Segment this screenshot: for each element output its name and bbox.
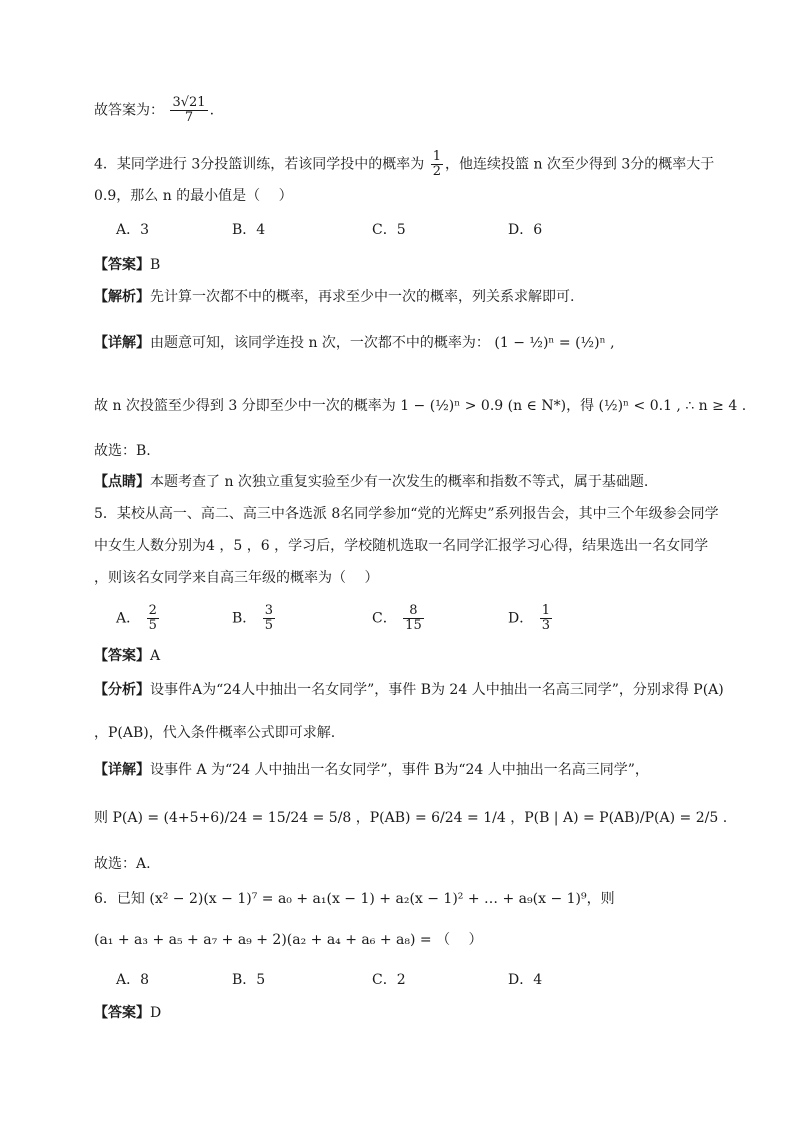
q5-choose-line: 故选：A. (94, 856, 151, 872)
q4-option-c: C．5 (372, 222, 406, 238)
q5-detail-line-1: 【详解】设事件 A 为“24 人中抽出一名女同学”，事件 B为“24 人中抽出一名高三同学”， (94, 762, 649, 778)
q4-detail-formula-1: (1 − ½)ⁿ = (½)ⁿ , (494, 335, 615, 351)
q4-stem-fraction: $\frac{1}{2}$ (432, 149, 441, 179)
q5-stem-line-3: ，则该名女同学来自高三年级的概率为（ ） (94, 570, 379, 586)
q5-stem-line-2: 中女生人数分别为4 ，5 ，6 ，学习后，学校随机选取一名同学汇报学习心得，结果选出一名女同学 (94, 538, 709, 554)
q4-detail-line-2: 故 n 次投篮至少得到 3 分即至少中一次的概率为 1 − (½)ⁿ > 0.9 (n ∈ N*)，得 (½)ⁿ < 0.1 , ∴ n ≥ 4 . (94, 398, 747, 414)
q5-option-b: B． $\frac{3}{5}$ (232, 603, 274, 633)
q4-option-a: A．3 (116, 222, 150, 238)
q6-option-c: C．2 (372, 972, 406, 988)
q5-analysis-line-1: 【分析】设事件A为“24人中抽出一名女同学”，事件 B为 24 人中抽出一名高三同学”，分别求得 P(A) (94, 682, 724, 698)
q5-answer-line: 【答案】A (94, 648, 161, 664)
q6-stem-line-2: (a₁ + a₃ + a₅ + a₇ + a₉ + 2)(a₂ + a₄ + a₆ + a₈) = （ ） (94, 932, 483, 948)
q4-option-d: D．6 (508, 222, 543, 238)
prev-answer-prefix: 故答案为： (94, 102, 164, 119)
q4-analysis-line: 【解析】先计算一次都不中的概率，再求至少中一次的概率，列关系求解即可. (94, 289, 575, 305)
q4-answer-line: 【答案】B (94, 257, 161, 273)
q6-stem-formula-2: (a₁ + a₃ + a₅ + a₇ + a₉ + 2)(a₂ + a₄ + a₆ + a₈) = (94, 932, 432, 948)
q4-detail-formula-3: (½)ⁿ < 0.1 , ∴ n ≥ 4 . (598, 398, 747, 414)
q4-detail-line-1: 【详解】由题意可知，该同学连投 n 次，一次都不中的概率为： (1 − ½)ⁿ = (½)ⁿ , (94, 335, 615, 351)
q5-option-a: A． $\frac{2}{5}$ (116, 603, 157, 633)
q4-stem-line-2: 0.9，那么 n 的最小值是（ ） (94, 188, 293, 204)
q5-option-d: D． $\frac{1}{3}$ (508, 603, 550, 633)
q6-stem-line-1: 6．已知 (x² − 2)(x − 1)⁷ = a₀ + a₁(x − 1) + a₂(x − 1)² + … + a₉(x − 1)⁹，则 (94, 891, 615, 907)
q5-analysis-line-2: ，P(AB)，代入条件概率公式即可求解. (94, 725, 336, 741)
q4-detail-formula-2: 1 − (½)ⁿ > 0.9 (n ∈ N*) (400, 398, 567, 414)
q6-option-b: B．5 (232, 972, 266, 988)
prev-answer-fraction: $\frac{3√21}{7}$ (172, 95, 206, 125)
q5-stem-line-1: 5．某校从高一、高二、高三中各选派 8名同学参加“党的光辉史”系列报告会，其中三个年级参会同学 (94, 506, 719, 522)
q6-answer-line: 【答案】D (94, 1005, 162, 1021)
prev-answer-line: 故答案为： $\frac{3√21}{7}$ . (94, 95, 215, 125)
q5-detail-formula: P(A) = (4+5+6)/24 = 15/24 = 5/8 ，P(AB) = 6/24 = 1/4 ，P(B | A) = P(AB)/P(A) = 2/5 . (112, 810, 728, 826)
q6-stem-formula: (x² − 2)(x − 1)⁷ = a₀ + a₁(x − 1) + a₂(x − 1)² + … + a₉(x − 1)⁹ (149, 891, 587, 907)
q4-option-b: B．4 (232, 222, 266, 238)
q4-stem-line-1: 4．某同学进行 3分投篮训练，若该同学投中的概率为 $\frac{1}{2}$ ，他连续投篮 n 次至少得到 3分的概率大于 (94, 149, 715, 179)
q6-option-d: D．4 (508, 972, 543, 988)
q5-detail-line-2: 则 P(A) = (4+5+6)/24 = 15/24 = 5/8 ，P(AB) = 6/24 = 1/4 ，P(B | A) = P(AB)/P(A) = 2/5 . (94, 810, 728, 826)
q5-option-c: C． $\frac{8}{15}$ (372, 603, 422, 633)
q6-option-a: A．8 (116, 972, 150, 988)
q4-choose-line: 故选：B. (94, 443, 151, 459)
q4-comment-line: 【点睛】本题考查了 n 次独立重复实验至少有一次发生的概率和指数不等式，属于基础题. (94, 474, 649, 490)
